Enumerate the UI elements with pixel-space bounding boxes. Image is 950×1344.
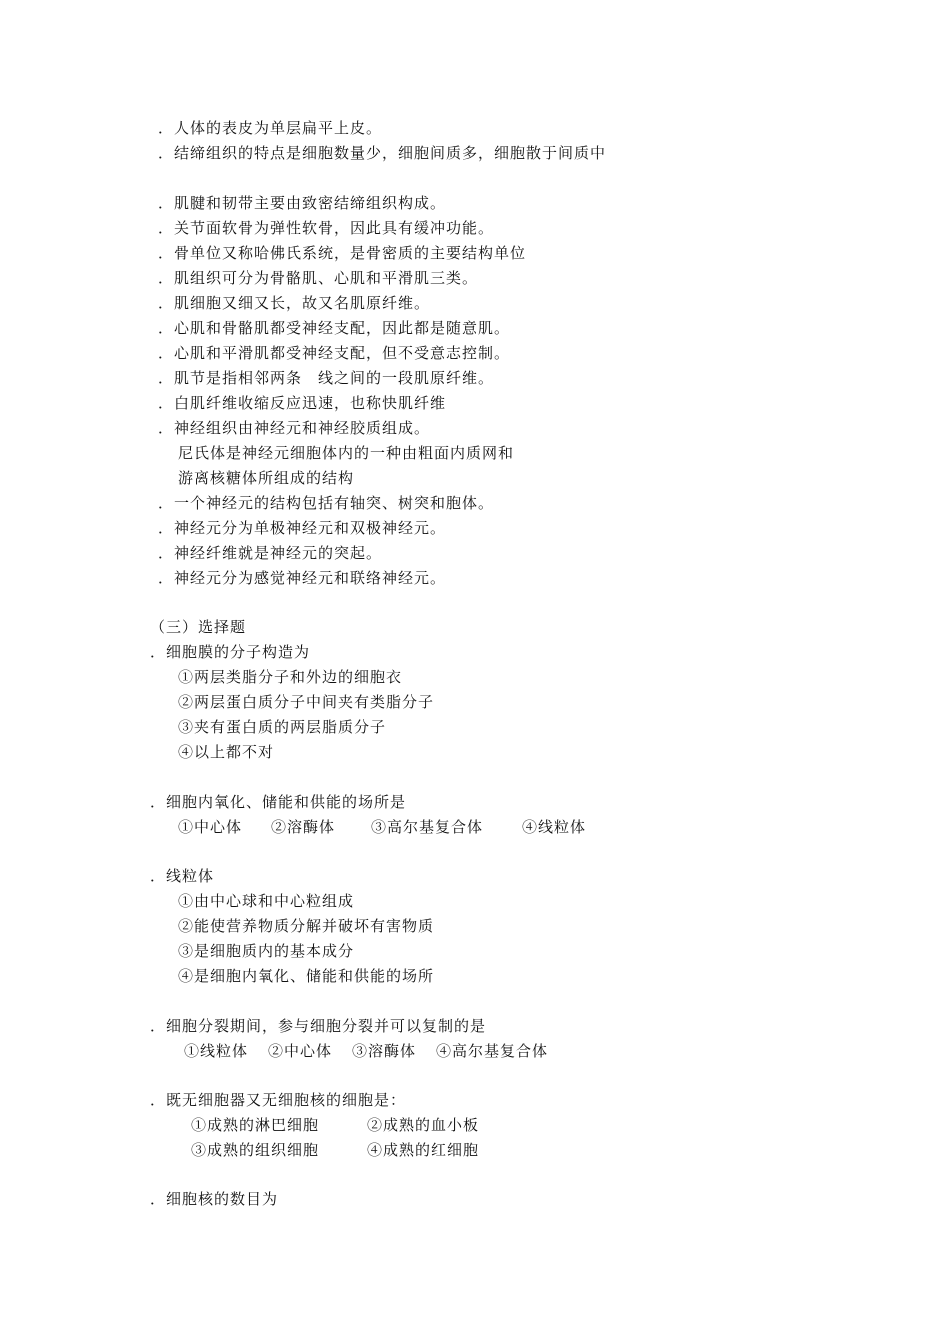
question-option: ①两层类脂分子和外边的细胞衣 — [178, 668, 403, 686]
statement-line: ．心肌和平滑肌都受神经支配，但不受意志控制。 — [158, 344, 511, 362]
question-stem: ．细胞分裂期间，参与细胞分裂并可以复制的是 — [150, 1017, 487, 1035]
question-option: ④成熟的红细胞 — [367, 1141, 480, 1159]
question-option: ①线粒体 — [184, 1042, 249, 1060]
question-option: ③是细胞质内的基本成分 — [178, 942, 355, 960]
question-option: ②成熟的血小板 — [367, 1116, 480, 1134]
statement-line: ．神经元分为单极神经元和双极神经元。 — [158, 519, 447, 537]
question-stem: ．既无细胞器又无细胞核的细胞是： — [150, 1091, 407, 1109]
statement-line: ．白肌纤维收缩反应迅速，也称快肌纤维 — [158, 394, 447, 412]
statement-line: ．肌细胞又细又长，故又名肌原纤维。 — [158, 294, 431, 312]
statement-line: ．一个神经元的结构包括有轴突、树突和胞体。 — [158, 494, 495, 512]
question-option: ③高尔基复合体 — [371, 818, 484, 836]
statement-line: ．结缔组织的特点是细胞数量少，细胞间质多，细胞散于间质中 — [158, 144, 607, 162]
statement-line: ．神经纤维就是神经元的突起。 — [158, 544, 383, 562]
statement-line: ．关节面软骨为弹性软骨，因此具有缓冲功能。 — [158, 219, 495, 237]
question-stem: ．细胞内氧化、储能和供能的场所是 — [150, 793, 407, 811]
question-option: ③溶酶体 — [352, 1042, 417, 1060]
question-option: ②能使营养物质分解并破坏有害物质 — [178, 917, 435, 935]
section-title: （三）选择题 — [150, 618, 247, 636]
question-option: ③夹有蛋白质的两层脂质分子 — [178, 718, 387, 736]
question-option: ②两层蛋白质分子中间夹有类脂分子 — [178, 693, 435, 711]
question-option: ④高尔基复合体 — [436, 1042, 549, 1060]
statement-line: ．肌腱和韧带主要由致密结缔组织构成。 — [158, 194, 447, 212]
statement-line: ．肌组织可分为骨骼肌、心肌和平滑肌三类。 — [158, 269, 479, 287]
question-stem: ．细胞核的数目为 — [150, 1190, 279, 1208]
question-stem: ．细胞膜的分子构造为 — [150, 643, 311, 661]
statement-line: 尼氏体是神经元细胞体内的一种由粗面内质网和 — [178, 444, 515, 462]
statement-line: 游离核糖体所组成的结构 — [178, 469, 355, 487]
statement-line: ．人体的表皮为单层扁平上皮。 — [158, 119, 383, 137]
statement-line: ．神经组织由神经元和神经胶质组成。 — [158, 419, 431, 437]
question-option: ②中心体 — [268, 1042, 333, 1060]
question-option: ②溶酶体 — [271, 818, 336, 836]
question-option: ④是细胞内氧化、储能和供能的场所 — [178, 967, 435, 985]
question-option: ①由中心球和中心粒组成 — [178, 892, 355, 910]
question-option: ①成熟的淋巴细胞 — [191, 1116, 320, 1134]
question-stem: ．线粒体 — [150, 867, 215, 885]
question-option: ④以上都不对 — [178, 743, 275, 761]
statement-line: ．肌节是指相邻两条 线之间的一段肌原纤维。 — [158, 369, 495, 387]
question-option: ③成熟的组织细胞 — [191, 1141, 320, 1159]
statement-line: ．心肌和骨骼肌都受神经支配，因此都是随意肌。 — [158, 319, 511, 337]
statement-line: ．骨单位又称哈佛氏系统，是骨密质的主要结构单位 — [158, 244, 527, 262]
statement-line: ．神经元分为感觉神经元和联络神经元。 — [158, 569, 447, 587]
question-option: ④线粒体 — [522, 818, 587, 836]
question-option: ①中心体 — [178, 818, 243, 836]
